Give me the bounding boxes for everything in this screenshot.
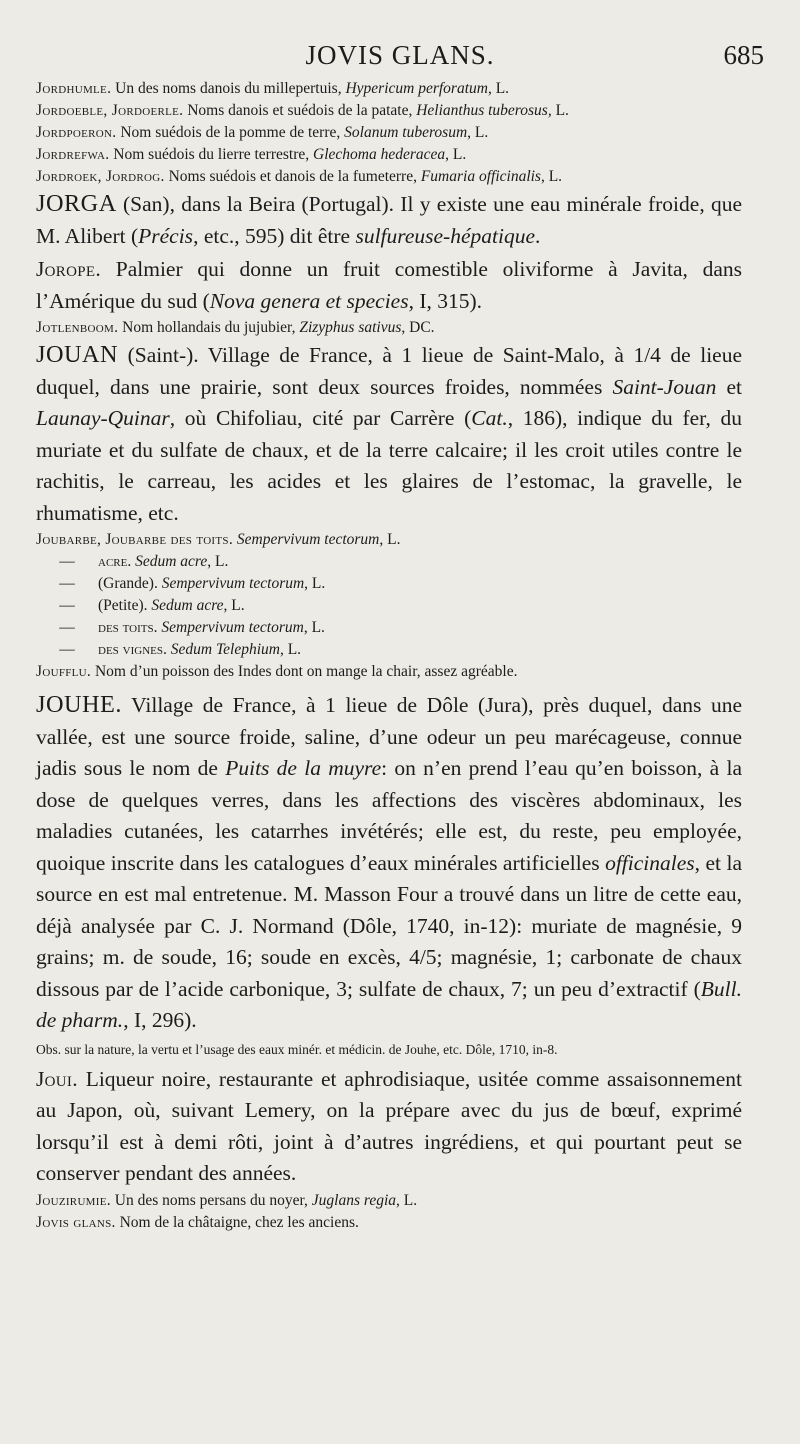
sub-label: (Grande). [98,575,158,592]
definition-cont: : on n’en prend l’eau qu’en boisson, à la dose de quelques verres, dans les affections des viscères abdominaux, les maladies cutanées, les catarrhes invétérés; elle est, du reste, peu employée, quoique inscrite dans les catalogues d’eaux minérales artificielles [36,756,742,875]
authority: L. [399,1191,418,1209]
entry-jordrefwa [36,144,742,166]
authority: , L. [445,146,467,163]
entry-jordoeble [36,100,742,122]
entry-jouhe [36,689,742,1037]
citation-title: Bull. de pharm. [36,976,742,1032]
latin-name: Zizyphus sativus [299,319,402,336]
dash: — [59,597,75,614]
authority: , L. [279,641,302,658]
joubarbe-main [36,529,742,551]
sub-label: des vignes. [98,641,167,658]
page-body [36,78,742,1234]
latin-name: Hypericum perforatum [345,80,488,97]
source-name: Saint-Jouan [612,374,717,399]
definition: Noms danois et suédois de la patate, [183,102,417,119]
authority: , L. [303,619,325,636]
emphasis: officinales [605,850,695,875]
definition: Palmier qui donne un fruit comestible oliviforme à Javita, dans l’Amérique du sud ( [36,257,742,313]
authority: , DC. [401,319,435,336]
entry-jordroek [36,166,742,188]
latin-name: Glechoma hederacea [313,146,446,163]
definition: (San), dans la Beira (Portugal). Il y existe une eau minérale froide, que M. Alibert ( [36,192,742,248]
entry-jovis-glans [36,1212,742,1234]
headword: JOUAN [36,341,119,368]
headword: Jouzirumie. [36,1191,111,1209]
joubarbe-sub [36,573,742,595]
latin-name: Juglans regia, [311,1191,400,1209]
sub-label: (Petite). [98,597,148,614]
definition-end: , 186), indique du fer, du muriate et du sulfate de chaux, et de la terre calcaire; il les croit utiles contre le rachitis, le carreau, les acides et les glaires de l’estomac, la gravelle, le rhumatisme, etc. [36,406,742,525]
latin-name: Sedum acre [151,597,224,614]
entry-joufflu [36,661,742,683]
dash: — [59,553,75,570]
water-type: sulfureuse-hépatique [355,223,535,248]
latin-name: Helianthus tuberosus, [416,102,552,119]
joubarbe-sub [36,617,742,639]
dash: — [59,641,75,658]
headword: Jordhumle. [36,80,112,97]
definition: Village de France, à 1 lieue de Dôle (Jura), près duquel, dans une vallée, est une source froide, saline, d’une odeur un peu marécageuse, connue jadis sous le nom de [36,693,742,780]
headword: Jordpoeron. [36,124,117,141]
definition: Un des noms persans du noyer, [110,1191,312,1209]
joubarbe-sub [36,595,742,617]
headword: Jotlenboom. [36,319,119,336]
definition: Un des noms danois du millepertuis, [111,80,346,97]
definition-cont: et [716,374,742,399]
headword: Jorope. [36,257,102,281]
authority: , L. [487,80,510,97]
definition: Nom de la châtaigne, chez les anciens. [115,1213,359,1231]
dash: — [59,575,75,592]
definition-end: . [534,223,541,248]
citation-title: Cat. [471,406,508,430]
sub-label: acre. [98,553,132,570]
authority: , L. [540,168,563,185]
latin-name: Sempervivum tectorum [161,575,305,592]
running-head: JOVIS GLANS. [305,40,495,70]
authority: , L. [223,597,245,614]
citation-title: Précis [138,223,194,248]
entry-joubarbe [36,529,742,661]
dash: — [59,619,75,636]
definition: Nom d’un poisson des Indes dont on mange la chair, assez agréable. [91,663,518,680]
headword: Jordroek, Jordrog. [36,168,165,185]
latin-name: Fumaria officinalis [420,168,541,185]
definition-cont: , et la source en est mal entretenue. M. Masson Four a trouvé dans un litre de cette eau, déjà analysée par C. J. Normand (Dôle, 1740, in-12): muriate de magnésie, 9 grains; m. de soude, 16; soude en excès, 4/5; magnésie, 1; carbonate de chaux dissous par de l’acide carbonique, 3; sulfate de chaux, 7; un peu d’extractif ( [36,850,742,1001]
source-name: Launay-Quinar [36,406,170,430]
latin-name: Sempervivum tectorum [236,531,380,548]
headword: JOUHE. [36,691,122,718]
latin-name: Sedum Telephium [170,641,280,658]
definition: Nom hollandais du jujubier, [118,319,300,336]
definition-cont: , où Chifoliau, cité par Carrère ( [169,406,472,430]
page-number: 685 [723,40,764,70]
entry-jorope [36,254,742,317]
sub-label: des toits. [98,619,158,636]
headword: Joufflu. [36,663,92,680]
entry-jorga [36,188,742,252]
authority: , L. [379,531,401,548]
definition-end: , I, 296). [123,1008,197,1032]
entry-jotlenboom [36,317,742,339]
definition: (Saint-). Village de France, à 1 lieue de Saint-Malo, à 1/4 de lieue duquel, dans une prairie, sont deux sources froides, nommées [36,343,742,399]
headword: Joui. [36,1066,78,1091]
definition-end: , I, 315). [408,288,483,313]
headword: Joubarbe, Joubarbe des toits. [36,531,234,548]
authority: , L. [207,553,229,570]
headword: JORGA [36,190,117,217]
authority: L. [551,102,569,119]
definition: Noms suédois et danois de la fumeterre, [164,168,421,185]
definition-cont: , etc., 595) dit être [193,223,356,248]
latin-name: Solanum tuberosum [344,124,468,141]
latin-name: Sedum acre [135,553,208,570]
headword: Jovis glans. [36,1213,116,1231]
entry-jouzirumie [36,1190,742,1212]
historic-name: Puits de la muyre [225,756,382,780]
headword: Jordrefwa. [36,146,110,163]
entry-jordhumle [36,78,742,100]
joubarbe-sub [36,551,742,573]
latin-name: Sempervivum tectorum [161,619,304,636]
entry-jouan [36,339,742,529]
citation-title: Nova genera et species [209,288,409,313]
entry-jordpoeron [36,122,742,144]
definition: Nom suédois de la pomme de terre, [116,124,345,141]
entry-obs-note: Obs. sur la nature, la vertu et l’usage des eaux minér. et médicin. de Jouhe, etc. Dôle, 1710, in-8. [36,1041,558,1057]
authority: , L. [467,124,489,141]
entry-joui [36,1064,742,1190]
authority: , L. [304,575,326,592]
definition: Liqueur noire, restaurante et aphrodisiaque, usitée comme assaisonnement au Japon, où, suivant Lemery, on la prépare avec du jus de bœuf, exprimé lorsqu’il est à demi rôti, joint à d’autres ingrédiens, et qui pourtant peut se conserver pendant des années. [36,1066,742,1185]
definition: Nom suédois du lierre terrestre, [109,146,314,163]
headword: Jordoeble, Jordoerle. [36,102,184,119]
joubarbe-sub [36,639,742,661]
